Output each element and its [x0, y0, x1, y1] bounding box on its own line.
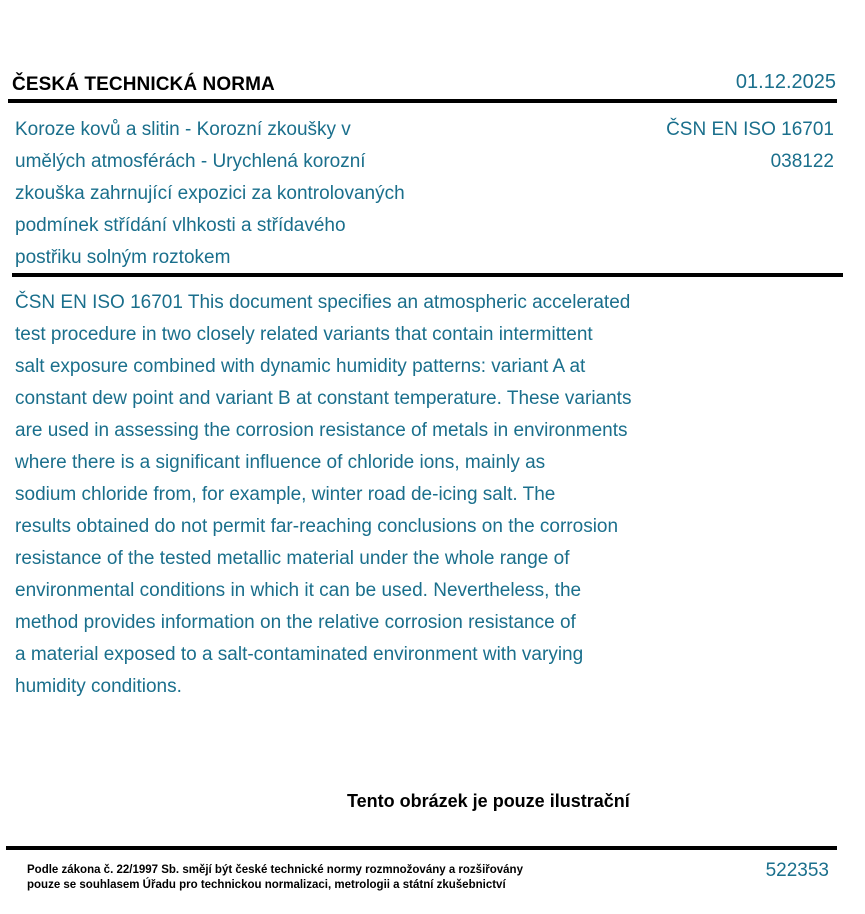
abstract-line: humidity conditions.: [15, 676, 182, 697]
abstract-line: constant dew point and variant B at constant temperature. These variants: [15, 388, 632, 409]
legal-notice: [27, 863, 523, 893]
title-line: zkouška zahrnující expozici za kontrolovaných: [15, 183, 405, 204]
publication-date: 01.12.2025: [735, 71, 836, 93]
footer-divider: [6, 846, 837, 850]
abstract-text: [15, 287, 735, 703]
title-divider: [12, 273, 843, 277]
abstract-line: environmental conditions in which it can be used. Nevertheless, the: [15, 580, 582, 601]
document-number: 522353: [765, 860, 829, 881]
legal-line: Podle zákona č. 22/1997 Sb. smějí být české technické normy rozmnožovány a rozšiřovány: [27, 864, 523, 876]
abstract-line: are used in assessing the corrosion resistance of metals in environments: [15, 420, 628, 441]
title-line: podmínek střídání vlhkosti a střídavého: [15, 215, 346, 236]
abstract-line: ČSN EN ISO 16701 This document specifies an atmospheric accelerated: [15, 292, 631, 313]
document-title: [15, 114, 485, 274]
abstract-line: sodium chloride from, for example, winter road de-icing salt. The: [15, 484, 556, 505]
classification-code: 038122: [770, 151, 834, 172]
abstract-line: test procedure in two closely related variants that contain intermittent: [15, 324, 593, 345]
abstract-line: salt exposure combined with dynamic humidity patterns: variant A at: [15, 356, 586, 377]
abstract-line: method provides information on the relative corrosion resistance of: [15, 612, 576, 633]
header-divider: [8, 99, 837, 103]
norm-heading: ČESKÁ TECHNICKÁ NORMA: [12, 74, 275, 95]
illustration-note: Tento obrázek je pouze ilustrační: [347, 791, 630, 811]
title-line: umělých atmosférách - Urychlená korozní: [15, 151, 366, 172]
standard-code: ČSN EN ISO 16701: [666, 119, 834, 140]
abstract-line: results obtained do not permit far-reaching conclusions on the corrosion: [15, 516, 619, 537]
abstract-line: a material exposed to a salt-contaminated environment with varying: [15, 644, 584, 665]
title-line: Koroze kovů a slitin - Korozní zkoušky v: [15, 119, 351, 140]
abstract-line: resistance of the tested metallic material under the whole range of: [15, 548, 570, 569]
abstract-line: where there is a significant influence of chloride ions, mainly as: [15, 452, 546, 473]
legal-line: pouze se souhlasem Úřadu pro technickou normalizaci, metrologii a státní zkušebnictví: [27, 879, 506, 891]
title-line: postřiku solným roztokem: [15, 247, 231, 268]
